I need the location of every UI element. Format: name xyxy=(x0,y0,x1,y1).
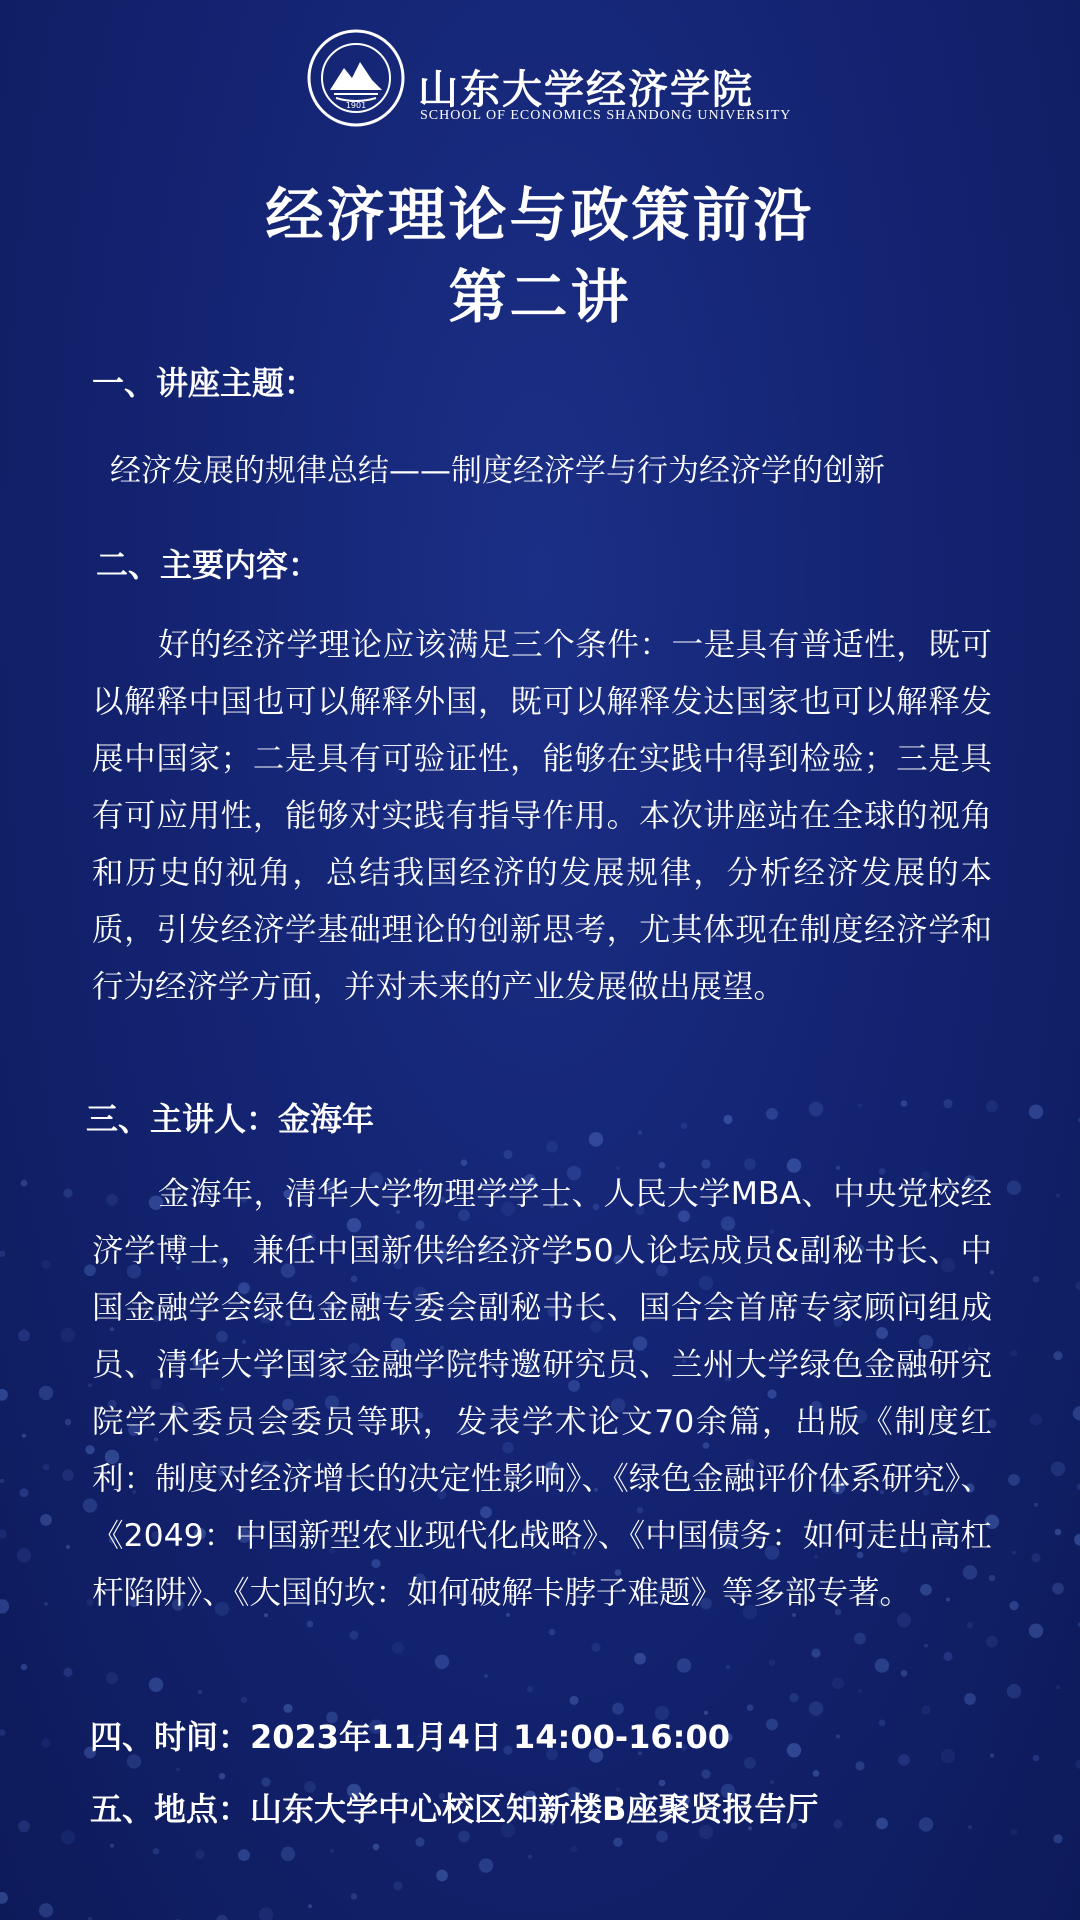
page-title: 经济理论与政策前沿 xyxy=(265,181,815,249)
university-seal-icon xyxy=(306,28,406,128)
logo-text: 山东大学经济学院 xyxy=(418,66,754,113)
content-heading: 二、主要内容： xyxy=(96,546,321,584)
content-paragraph: 好的经济学理论应该满足三个条件：一是具有普适性，既可以解释中国也可以解释外国，既可以解释发达国家也可以解释发展中国家；二是具有可验证性，能够在实践中得到检验；三是具有可应用性，能够对实践有指导作用。本次讲座站在全球的视角和历史的视角，总结我国经济的发展规律，分析经济发展的本质，引发经济学基础理论的创新思考，尤其体现在制度经济学和行为经济学方面，并对未来的产业发展做出展望。 xyxy=(92,627,992,1005)
page-subtitle: 第二讲 xyxy=(448,263,632,331)
speaker-heading: 三、主讲人：金海年 xyxy=(86,1100,375,1138)
topic-heading: 一、讲座主题： xyxy=(92,364,317,402)
location-info: 五、地点：山东大学中心校区知新楼B座聚贤报告厅 xyxy=(90,1790,819,1828)
seal-year: 1901 xyxy=(345,101,367,110)
header xyxy=(306,28,792,128)
topic-text: 经济发展的规律总结——制度经济学与行为经济学的创新 xyxy=(110,453,885,489)
logo-subtitle: SCHOOL OF ECONOMICS SHANDONG UNIVERSITY xyxy=(420,108,792,123)
time-info: 四、时间：2023年11月4日 14:00-16:00 xyxy=(90,1718,731,1756)
speaker-bio: 金海年，清华大学物理学学士、人民大学MBA、中央党校经济学博士，兼任中国新供给经济学50人论坛成员&副秘书长、中国金融学会绿色金融专委会副秘书长、国合会首席专家顾问组成员、清华大学国家金融学院特邀研究员、兰州大学绿色金融研究院学术委员会委员等职，发表学术论文70余篇，出版《制度红利：制度对经济增长的决定性影响》、《绿色金融评价体系研究》、《2049：中国新型农业现代化战略》、《中国债务：如何走出高杠杆陷阱》、《大国的坎：如何破解卡脖子难题》等多部专著。 xyxy=(92,1176,992,1611)
